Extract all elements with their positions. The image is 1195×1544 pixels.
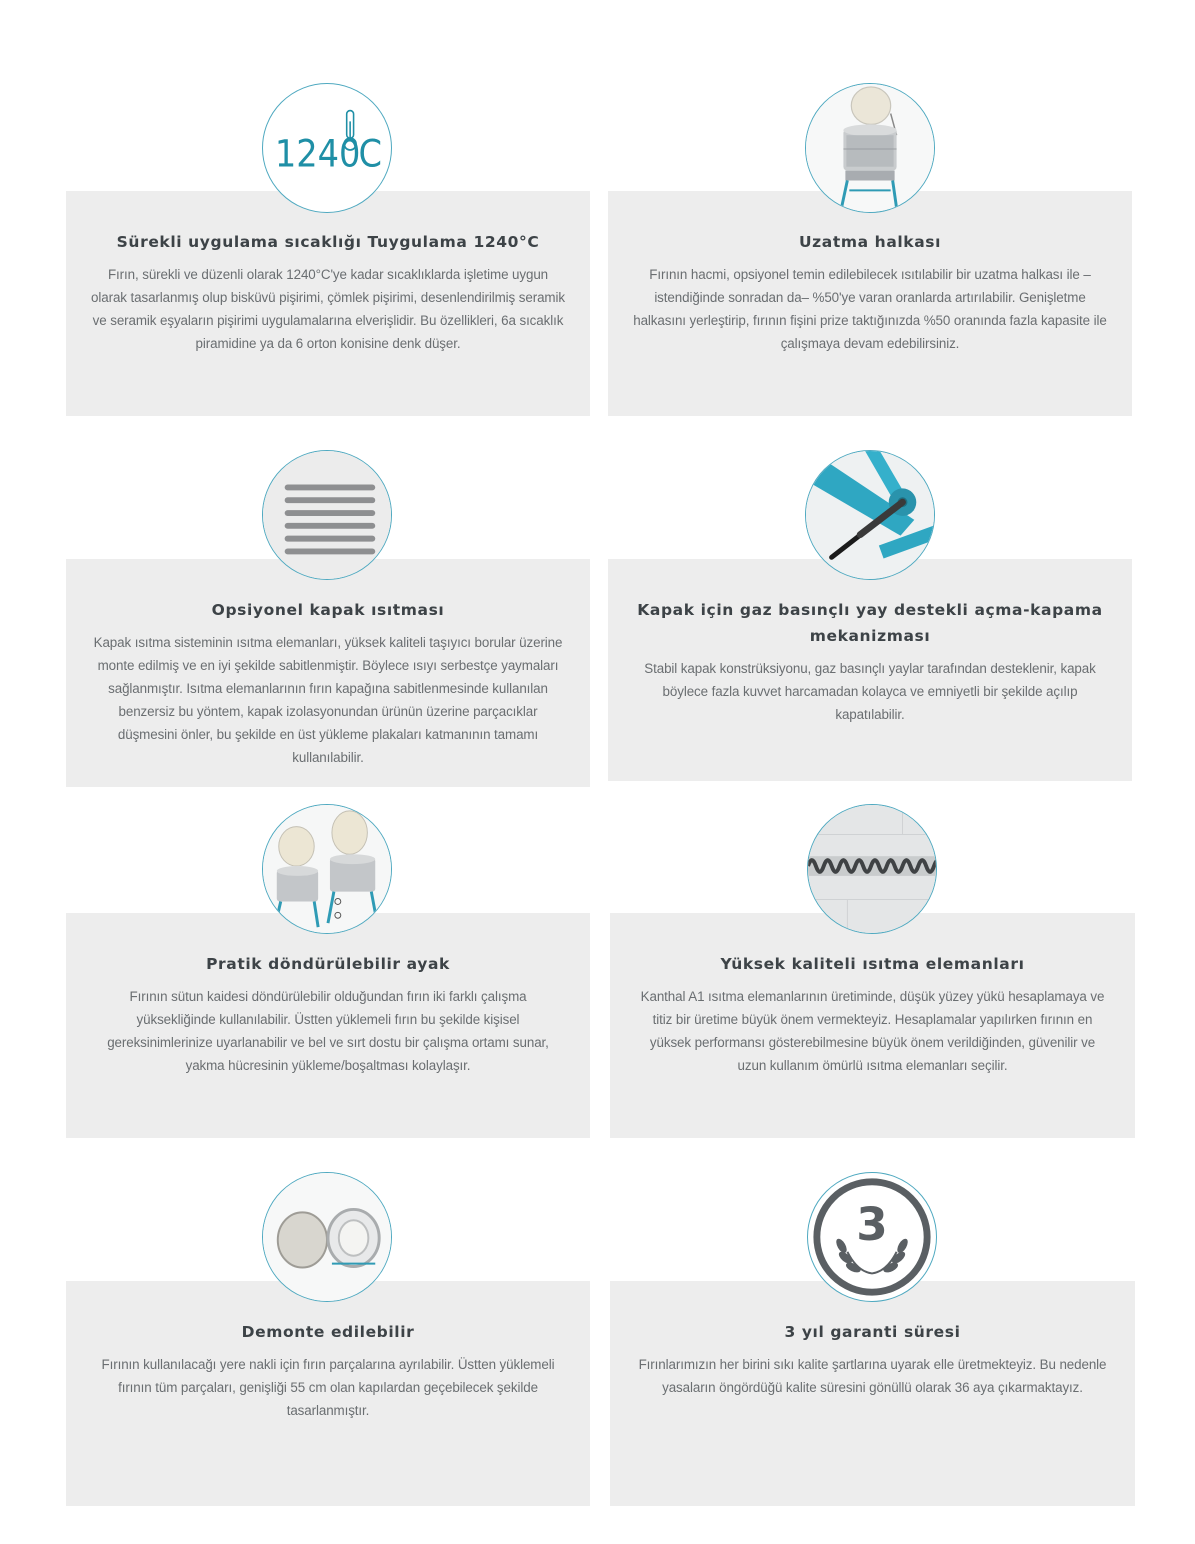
feature-text: Fırın, sürekli ve düzenli olarak 1240°C'ye kadar sıcaklıklarda işletime uygun olarak tasarlanmış olup bisküvü pişirimi, çömlek pişirimi, desenlendirilmiş seramik ve seramik eşyaların pişirimi uygulamalarına elverişlidir. Bu özellikleri, 6a sıcaklık piramidine ya da 6 orton konisine denk düşer. — [91, 267, 565, 351]
feature-card-temperature — [66, 191, 590, 416]
icon-temp-value: 1240 — [274, 131, 361, 176]
feature-text: Stabil kapak konstrüksiyonu, gaz basınçlı yaylar tarafından desteklenir, kapak böylece fazla kuvvet harcamadan kolayca ve emniyetli bir şekilde açılıp kapatılabilir. — [644, 661, 1096, 722]
feature-title: 3 yıl garanti süresi — [784, 1323, 961, 1341]
feature-text: Fırınlarımızın her birini sıkı kalite şartlarına uyarak elle üretmekteyiz. Bu nedenle yasaların öngördüğü kalite süresini gönüllü olarak 36 aya çıkarmaktayız. — [638, 1357, 1107, 1395]
gas-spring-icon — [805, 450, 935, 580]
temperature-1240-icon — [262, 83, 392, 213]
feature-card-extension-ring — [608, 191, 1132, 416]
heating-coil-icon — [807, 804, 937, 934]
feature-text: Fırının hacmi, opsiyonel temin edilebilecek ısıtılabilir bir uzatma halkası ile – istendiğinde sonradan da– %50'ye varan oranlarda artırılabilir. Genişletme halkasını yerleştirip, fırının fişini prize taktığınızda %50 oranında fazla kapasite ile çalışmaya devam edebilirsiniz. — [633, 267, 1107, 351]
feature-card-warranty — [610, 1281, 1135, 1506]
feature-text: Fırının kullanılacağı yere nakli için fırın parçalarına ayrılabilir. Üstten yüklemeli fırının tüm parçaları, genişliği 55 cm olan kapılardan geçebilecek şekilde tasarlanmıştır. — [101, 1357, 555, 1418]
feature-title: Opsiyonel kapak ısıtması — [211, 601, 445, 619]
feature-card-dismountable — [66, 1281, 590, 1506]
feature-title: Yüksek kaliteli ısıtma elemanları — [720, 955, 1025, 973]
feature-text: Kapak ısıtma sisteminin ısıtma elemanları, yüksek kaliteli taşıyıcı borular üzerine monte edilmiş ve en iyi şekilde sabitlenmiştir. Böylece ısıyı serbestçe yaymaları sağlanmıştır. Isıtma elemanlarının fırın kapağına sabitlenmesinde kullanılan benzersiz bu yöntem, kapak izolasyonundan ürünün üzerine parçacıklar düşmesini önler, bu şekilde en üst yükleme plakaları katmanının tamamı kullanılabilir. — [93, 635, 563, 765]
rotatable-stand-icon — [262, 804, 392, 934]
feature-text: Kanthal A1 ısıtma elemanlarının üretiminde, düşük yüzey yükü hesaplamaya ve titiz bir üretime büyük önem vermekteyiz. Hesaplamalar yapılırken fırının en yüksek performansı gösterebilmesine büyük önem verildiğinden, güvenilir ve uzun kullanım ömürlü ısıtma elemanları seçilir. — [640, 989, 1105, 1073]
warranty-3-years-icon — [807, 1172, 937, 1302]
lid-heating-tubes-icon — [262, 450, 392, 580]
icon-warranty-number: 3 — [856, 1197, 888, 1251]
feature-title: Demonte edilebilir — [241, 1323, 415, 1341]
feature-card-lid-heating — [66, 559, 590, 787]
dismountable-parts-icon — [262, 1172, 392, 1302]
feature-card-heating-elements — [610, 913, 1135, 1138]
feature-title: Sürekli uygulama sıcaklığı Tuygulama 1240°C — [116, 233, 540, 251]
feature-text: Fırının sütun kaidesi döndürülebilir olduğundan fırın iki farklı çalışma yüksekliğinde kullanılabilir. Üstten yüklemeli fırın bu şekilde kişisel gereksinimlerinize uyarlanabilir ve bel ve sırt dostu bir çalışma ortamı sunar, yakma hücresinin yükleme/boşaltması kolaylaşır. — [107, 989, 549, 1073]
feature-card-rotatable-stand — [66, 913, 590, 1138]
feature-title: Kapak için gaz basınçlı yay destekli açma-kapama mekanizması — [637, 601, 1103, 645]
feature-card-gas-spring — [608, 559, 1132, 781]
feature-title: Pratik döndürülebilir ayak — [206, 955, 450, 973]
icon-temp-unit: C — [358, 131, 383, 176]
feature-title: Uzatma halkası — [799, 233, 941, 251]
kiln-extension-ring-icon — [805, 83, 935, 213]
